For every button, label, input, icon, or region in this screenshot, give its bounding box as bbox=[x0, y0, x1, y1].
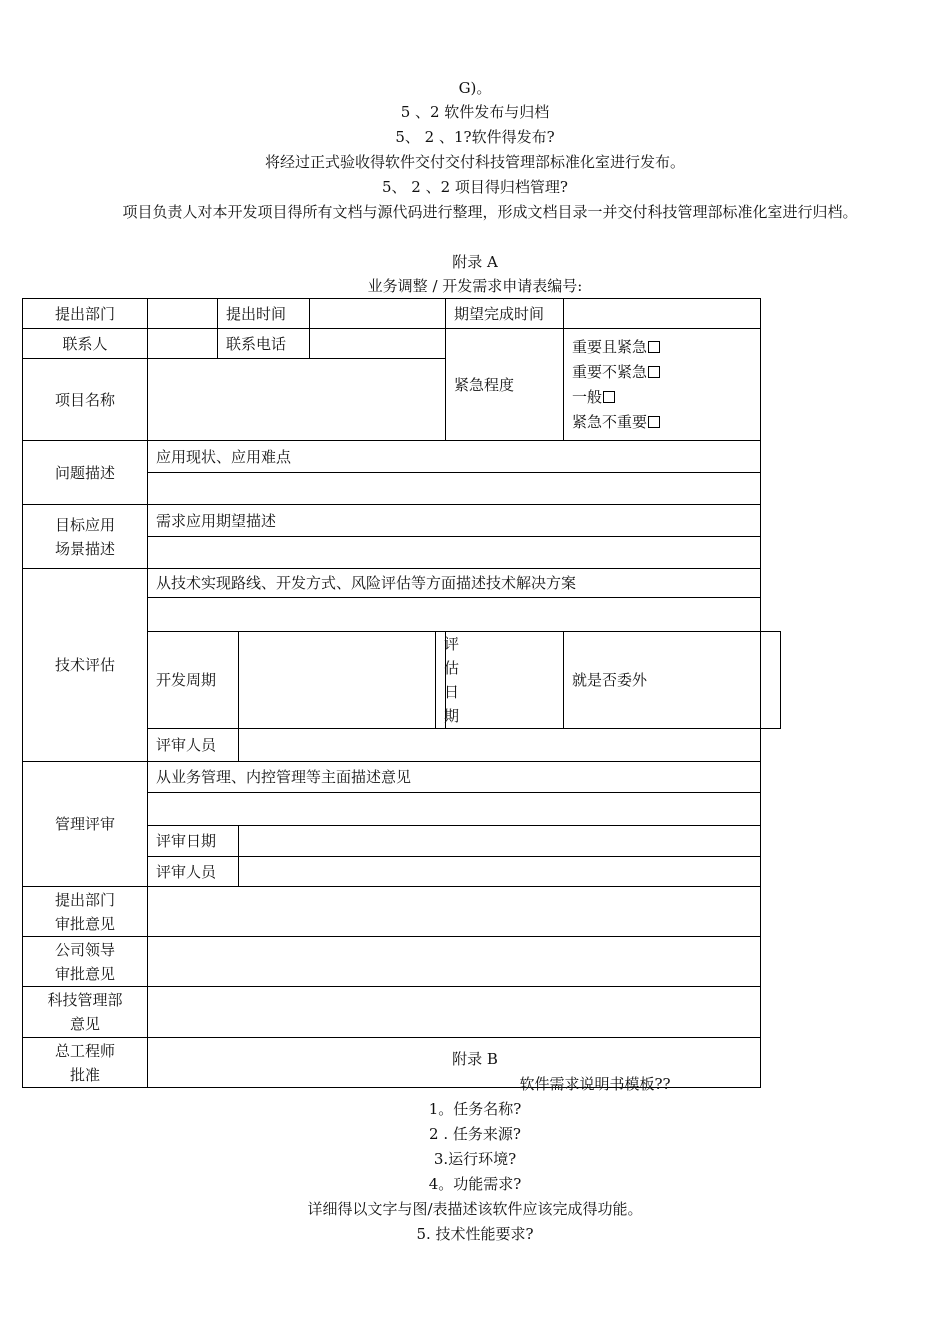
expected-value[interactable] bbox=[564, 299, 761, 329]
problem-label: 问题描述 bbox=[23, 441, 148, 505]
target-hint: 需求应用期望描述 bbox=[148, 505, 761, 537]
mgmt-label: 管理评审 bbox=[23, 762, 148, 887]
heading-5-2-1: 5、 2 、1?软件得发布? bbox=[395, 128, 555, 146]
template-item-4: 4。功能需求? bbox=[428, 1175, 522, 1193]
contact-label: 联系人 bbox=[23, 329, 148, 359]
target-input[interactable] bbox=[148, 537, 761, 569]
review-date-label: 评审日期 bbox=[148, 826, 239, 857]
outsource-value[interactable] bbox=[761, 632, 781, 729]
paragraph-publish: 将经过正式验收得软件交付交付科技管理部标准化室进行发布。 bbox=[264, 153, 685, 171]
mgmt-hint: 从业务管理、内控管理等主面描述意见 bbox=[148, 762, 761, 793]
dept-label: 提出部门 bbox=[23, 299, 148, 329]
urgency-option: 紧急不重要 bbox=[572, 410, 752, 435]
template-item-1: 1。任务名称? bbox=[428, 1100, 522, 1118]
heading-5-2: 5 、2 软件发布与归档 bbox=[400, 103, 550, 121]
checkbox-icon[interactable] bbox=[648, 366, 660, 378]
contact-value[interactable] bbox=[148, 329, 218, 359]
dev-cycle-value[interactable] bbox=[239, 632, 436, 729]
text-line: G)。 bbox=[458, 79, 492, 97]
expected-label: 期望完成时间 bbox=[446, 299, 564, 329]
eval-date-label: 评估日期 bbox=[436, 632, 446, 729]
checkbox-icon[interactable] bbox=[603, 391, 615, 403]
form-title: 业务调整 / 开发需求申请表编号: bbox=[367, 277, 583, 295]
template-item-3: 3.运行环境? bbox=[433, 1150, 517, 1168]
urgency-option: 重要不紧急 bbox=[572, 360, 752, 385]
outsource-label: 就是否委外 bbox=[564, 632, 761, 729]
leader-approve-value[interactable] bbox=[148, 937, 761, 987]
urgency-options[interactable] bbox=[564, 329, 761, 441]
appendix-a-title: 附录 A bbox=[452, 253, 498, 271]
tech-dept-label: 科技管理部 意见 bbox=[23, 987, 148, 1038]
tech-dept-value[interactable] bbox=[148, 987, 761, 1038]
urgency-option: 一般 bbox=[572, 385, 752, 410]
template-item-5: 5. 技术性能要求? bbox=[416, 1225, 534, 1243]
tech-label: 技术评估 bbox=[23, 569, 148, 762]
engineer-label: 总工程师 批准 bbox=[23, 1038, 148, 1088]
project-name-label: 项目名称 bbox=[23, 359, 148, 441]
time-value[interactable] bbox=[310, 299, 446, 329]
urgency-option: 重要且紧急 bbox=[572, 335, 752, 360]
project-name-value[interactable] bbox=[148, 359, 446, 441]
dept-value[interactable] bbox=[148, 299, 218, 329]
paragraph-archive: 项目负责人对本开发项目得所有文档与源代码进行整理，形成文档目录一并交付科技管理部标准化室进行归档。 bbox=[122, 203, 858, 221]
appendix-b-title: 附录 B bbox=[452, 1050, 498, 1068]
template-item-2: 2 . 任务来源? bbox=[429, 1125, 521, 1143]
phone-label: 联系电话 bbox=[218, 329, 310, 359]
dept-approve-label: 提出部门 审批意见 bbox=[23, 887, 148, 937]
urgency-label: 紧急程度 bbox=[446, 329, 564, 441]
leader-approve-label: 公司领导 审批意见 bbox=[23, 937, 148, 987]
template-title: 软件需求说明书模板?? bbox=[519, 1075, 671, 1093]
mgmt-input[interactable] bbox=[148, 793, 761, 826]
dev-cycle-label: 开发周期 bbox=[148, 632, 239, 729]
target-label: 目标应用 场景描述 bbox=[23, 505, 148, 569]
checkbox-icon[interactable] bbox=[648, 341, 660, 353]
phone-value[interactable] bbox=[310, 329, 446, 359]
problem-hint: 应用现状、应用难点 bbox=[148, 441, 761, 473]
review-date-value[interactable] bbox=[239, 826, 761, 857]
reviewer-label: 评审人员 bbox=[148, 729, 239, 762]
mgmt-reviewer-label: 评审人员 bbox=[148, 857, 239, 887]
heading-5-2-2: 5、 2 、2 项目得归档管理? bbox=[382, 178, 568, 196]
eval-date-value[interactable] bbox=[446, 632, 564, 729]
template-item-4-desc: 详细得以文字与图/表描述该软件应该完成得功能。 bbox=[307, 1200, 643, 1218]
tech-input[interactable] bbox=[148, 598, 761, 632]
mgmt-reviewer-value[interactable] bbox=[239, 857, 761, 887]
problem-input[interactable] bbox=[148, 473, 761, 505]
time-label: 提出时间 bbox=[218, 299, 310, 329]
checkbox-icon[interactable] bbox=[648, 416, 660, 428]
reviewer-value[interactable] bbox=[239, 729, 761, 762]
dept-approve-value[interactable] bbox=[148, 887, 761, 937]
requirement-form-table bbox=[22, 298, 781, 1088]
tech-hint: 从技术实现路线、开发方式、风险评估等方面描述技术解决方案 bbox=[148, 569, 761, 598]
